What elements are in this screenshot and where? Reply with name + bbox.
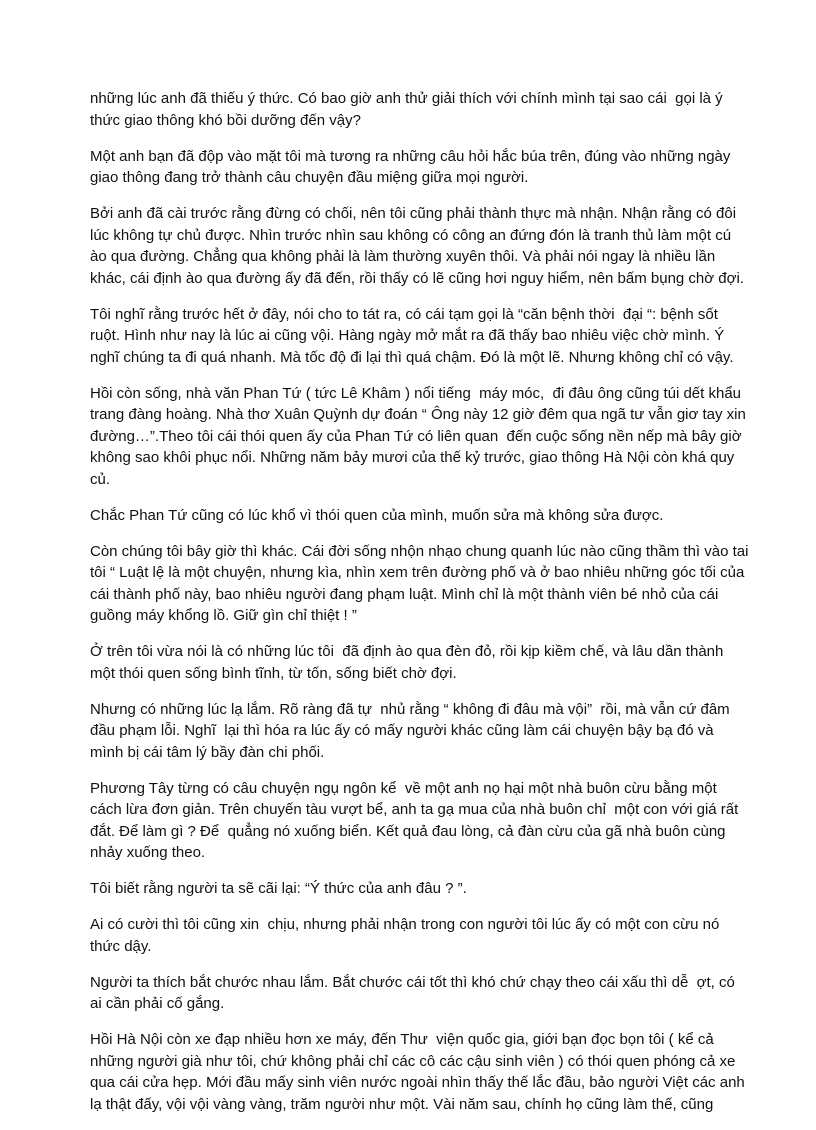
paragraph-12: Ai có cười thì tôi cũng xin chịu, nhưng phải nhận trong con người tôi lúc ấy có một con cừu nó thức dậy. (90, 916, 724, 955)
paragraph-3: Bởi anh đã cài trước rằng đừng có chối, nên tôi cũng phải thành thực mà nhận. Nhận rằng có đôi lúc không tự chủ được. Nhìn trước nhìn sau không có công an đứng đón là tranh thủ làm một cú ào qua đường. Chẳng qua không phải là làm thường xuyên thôi. Và phải nói ngay là nhiều lần khác, cái định ào qua đường ấy đã đến, rồi thấy có lẽ cũng hơi nguy hiểm, nên bấm bụng chờ đợi. (90, 205, 744, 287)
article-body (90, 88, 753, 1130)
paragraph-10: Phương Tây từng có câu chuyện ngụ ngôn kể về một anh nọ hại một nhà buôn cừu bằng một cách lừa đơn giản. Trên chuyến tàu vượt bể, anh ta gạ mua của nhà buôn chỉ một con với giá rất đắt. Để làm gì ? Để quẳng nó xuống biển. Kết quả đau lòng, cả đàn cừu của gã nhà buôn cùng nhảy xuống theo. (90, 779, 743, 861)
paragraph-8: Ở trên tôi vừa nói là có những lúc tôi đã định ào qua đèn đỏ, rồi kịp kiềm chế, và lâu dần thành một thói quen sống bình tĩnh, từ tốn, sống biết chờ đợi. (90, 643, 728, 682)
paragraph-14: Hồi Hà Nội còn xe đạp nhiều hơn xe máy, đến Thư viện quốc gia, giới bạn đọc bọn tôi ( kể cả những người già như tôi, chứ không phải chỉ các cô các cậu sinh viên ) có thói quen phóng cả xe qua cái cửa hẹp. Mới đầu mấy sinh viên nước ngoài nhìn thấy thế lắc đầu, bảo người Việt các anh lạ thật đấy, vội vội vàng vàng, trăm người như một. Vài năm sau, chính họ cũng làm thế, cũng (90, 1031, 749, 1113)
paragraph-7: Còn chúng tôi bây giờ thì khác. Cái đời sống nhộn nhạo chung quanh lúc nào cũng thầm thì vào tai tôi “ Luật lệ là một chuyện, nhưng kìa, nhìn xem trên đường phố và ở bao nhiêu những góc tối của cái thành phố này, bao nhiêu người đang phạm luật. Mình chỉ là một thành viên bé nhỏ của cái guồng máy khổng lồ. Giữ gìn chỉ thiệt ! ” (90, 542, 753, 624)
paragraph-2: Một anh bạn đã độp vào mặt tôi mà tương ra những câu hỏi hắc búa trên, đúng vào những ngày giao thông đang trở thành câu chuyện đầu miệng giữa mọi người. (90, 147, 735, 186)
paragraph-11: Tôi biết rằng người ta sẽ cãi lại: “Ý thức của anh đâu ? ”. (90, 880, 467, 897)
paragraph-4: Tôi nghĩ rằng trước hết ở đây, nói cho to tát ra, có cái tạm gọi là “căn bệnh thời đại “: bệnh sốt ruột. Hình như nay là lúc ai cũng vội. Hàng ngày mở mắt ra đã thấy bao nhiêu việc chờ mình. Ý nghĩ chúng ta đi quá nhanh. Mà tốc độ đi lại thì quá chậm. Đó là một lẽ. Nhưng không chỉ có vậy. (90, 305, 734, 366)
paragraph-5: Hồi còn sống, nhà văn Phan Tứ ( tức Lê Khâm ) nổi tiếng máy móc, đi đâu ông cũng túi dết khẩu trang đàng hoàng. Nhà thơ Xuân Quỳnh dự đoán “ Ông này 12 giờ đêm qua ngã tư vẫn giơ tay xin đường…”.Theo tôi cái thói quen ấy của Phan Tứ có liên quan đến cuộc sống nền nếp mà bây giờ không sao khôi phục nổi. Những năm bảy mươi của thế kỷ trước, giao thông Hà Nội còn khá quy củ. (90, 384, 751, 488)
paragraph-9: Nhưng có những lúc lạ lắm. Rõ ràng đã tự nhủ rằng “ không đi đâu mà vội” rồi, mà vẫn cứ đâm đầu phạm lỗi. Nghĩ lại thì hóa ra lúc ấy có mấy người khác cũng làm cái chuyện bậy bạ đó và mình bị cái tâm lý bầy đàn chi phối. (90, 700, 734, 761)
paragraph-1: những lúc anh đã thiếu ý thức. Có bao giờ anh thử giải thích với chính mình tại sao cái gọi là ý thức giao thông khó bồi dưỡng đến vậy? (90, 90, 727, 129)
paragraph-13: Người ta thích bắt chước nhau lắm. Bắt chước cái tốt thì khó chứ chạy theo cái xấu thì dễ ợt, có ai cần phải cố gắng. (90, 973, 739, 1012)
paragraph-6: Chắc Phan Tứ cũng có lúc khổ vì thói quen của mình, muốn sửa mà không sửa được. (90, 506, 664, 524)
